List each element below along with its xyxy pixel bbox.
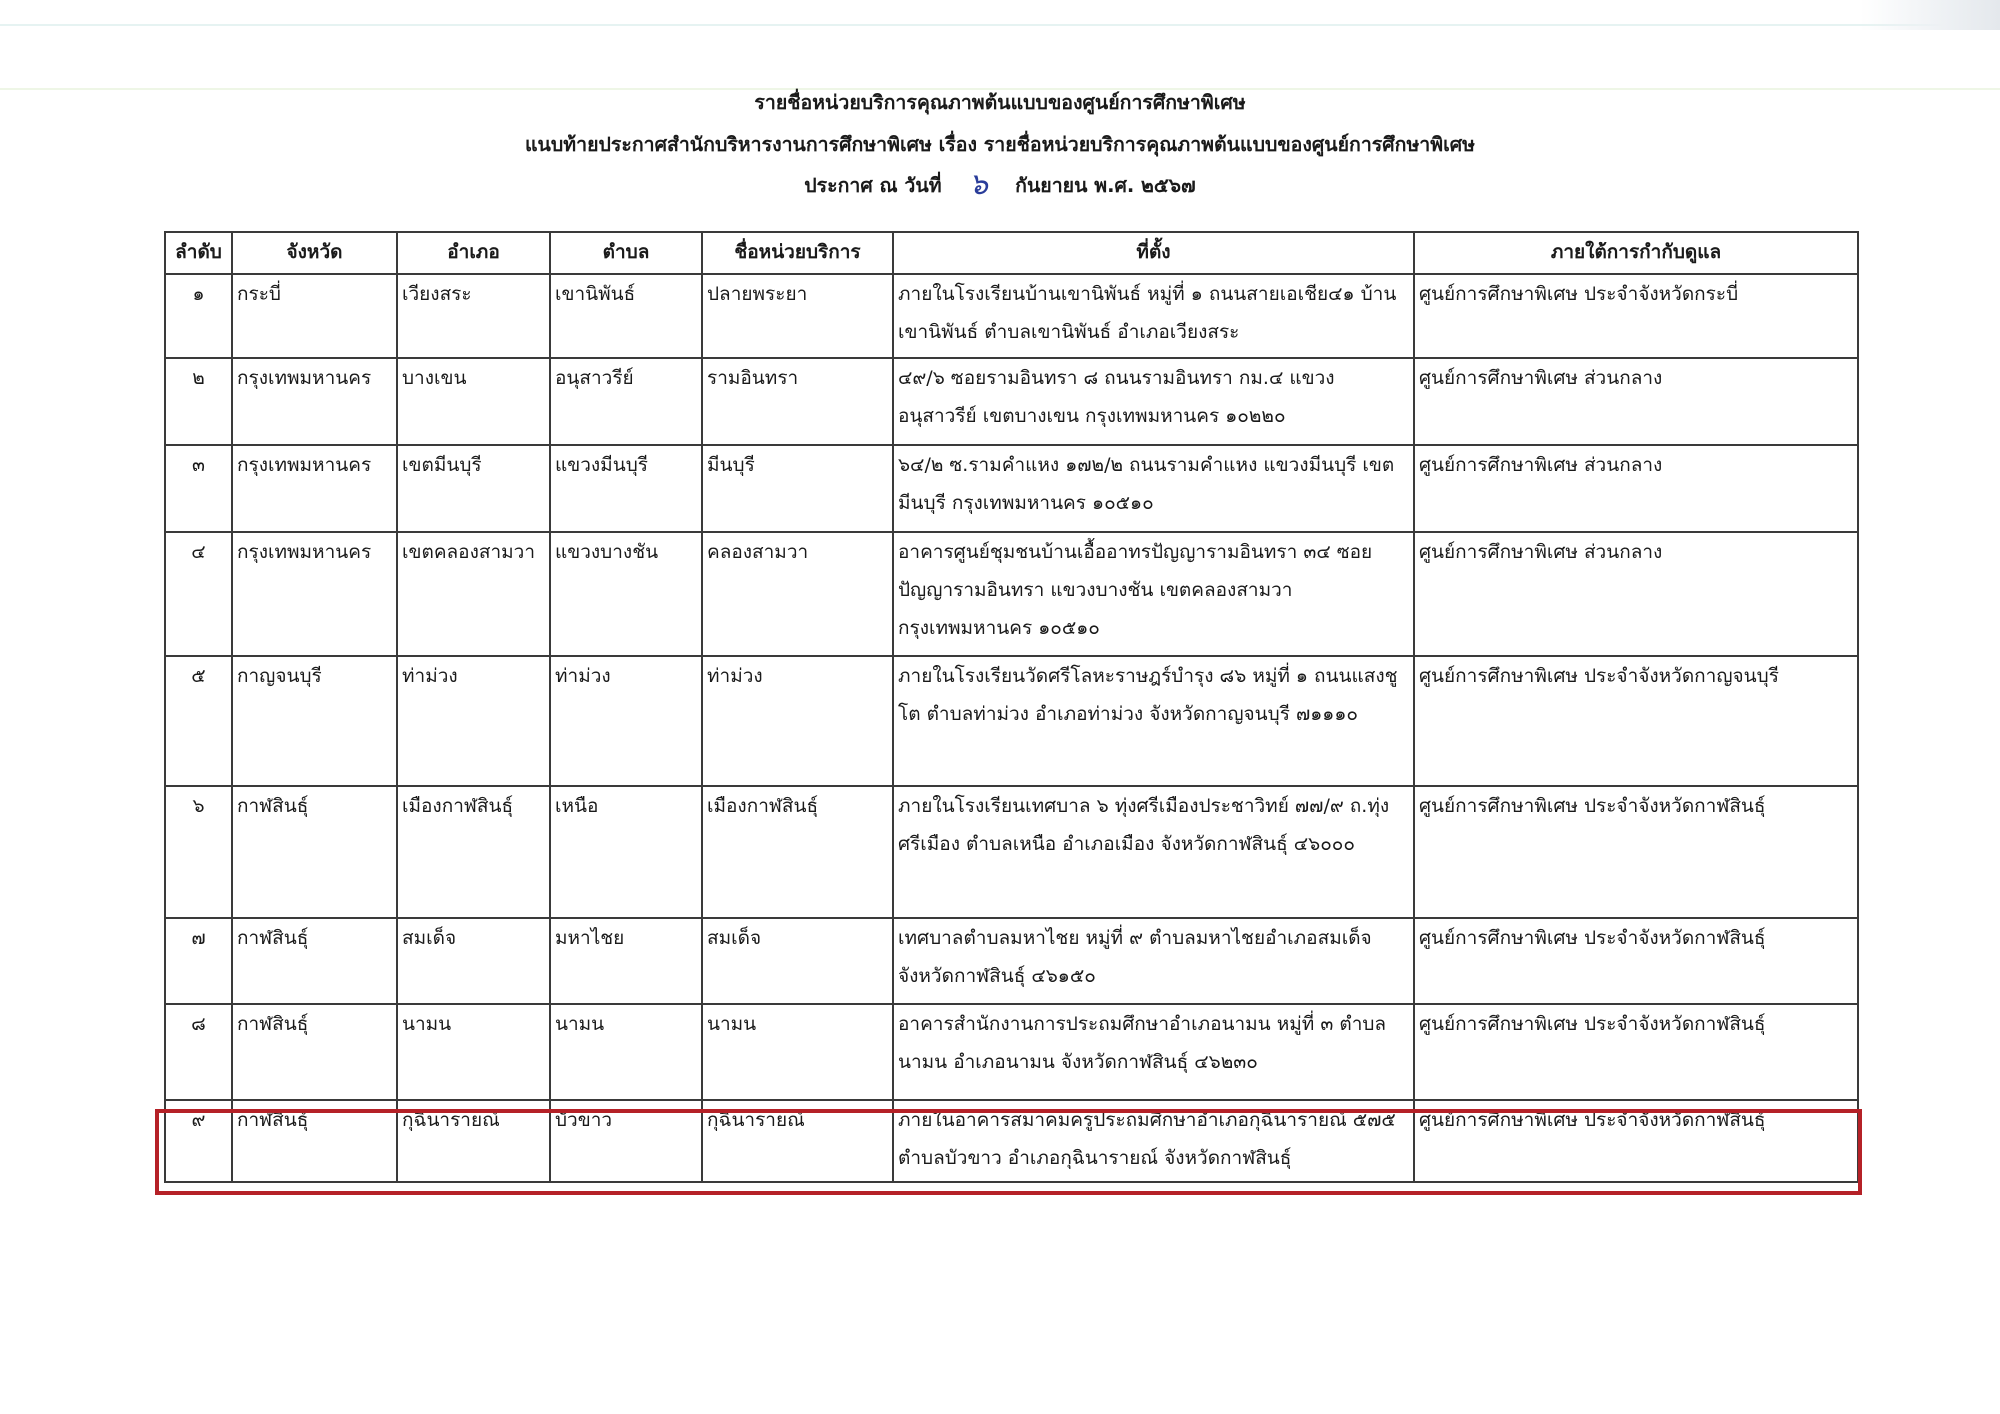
top-rule — [0, 24, 2000, 26]
cell-supervisor: ศูนย์การศึกษาพิเศษ ส่วนกลาง — [1414, 532, 1858, 656]
cell-province: กาฬสินธุ์ — [232, 1100, 397, 1182]
cell-supervisor: ศูนย์การศึกษาพิเศษ ประจำจังหวัดกาฬสินธุ์ — [1414, 1100, 1858, 1182]
cell-no: ๓ — [165, 445, 232, 532]
date-suffix: กันยายน พ.ศ. ๒๕๖๗ — [1015, 174, 1196, 197]
cell-province: กาฬสินธุ์ — [232, 1004, 397, 1100]
cell-location: อาคารสำนักงานการประถมศึกษาอำเภอนามน หมู่ที่ ๓ ตำบลนามน อำเภอนามน จังหวัดกาฬสินธุ์ ๔๖๒๓๐ — [893, 1004, 1414, 1100]
column-header-unit: ชื่อหน่วยบริการ — [702, 232, 893, 274]
cell-location: ๖๔/๒ ซ.รามคำแหง ๑๗๒/๒ ถนนรามคำแหง แขวงมีนบุรี เขตมีนบุรี กรุงเทพมหานคร ๑๐๕๑๐ — [893, 445, 1414, 532]
cell-unit: เมืองกาฬสินธุ์ — [702, 786, 893, 918]
table-row — [165, 532, 1858, 656]
date-day-handwritten: ๖ — [968, 167, 988, 202]
column-header-location: ที่ตั้ง — [893, 232, 1414, 274]
cell-location: ภายในโรงเรียนวัดศรีโลหะราษฎร์บำรุง ๘๖ หมู่ที่ ๑ ถนนแสงชูโต ตำบลท่าม่วง อำเภอท่าม่วง จังหวัดกาญจนบุรี ๗๑๑๑๐ — [893, 656, 1414, 786]
cell-district: เขตมีนบุรี — [397, 445, 550, 532]
cell-no: ๔ — [165, 532, 232, 656]
cell-unit: กุฉินารายณ์ — [702, 1100, 893, 1182]
cell-subdistrict: นามน — [550, 1004, 702, 1100]
cell-subdistrict: อนุสาวรีย์ — [550, 358, 702, 445]
table-row — [165, 656, 1858, 786]
table-row — [165, 918, 1858, 1004]
table-row — [165, 445, 1858, 532]
cell-district: เขตคลองสามวา — [397, 532, 550, 656]
cell-supervisor: ศูนย์การศึกษาพิเศษ ส่วนกลาง — [1414, 358, 1858, 445]
cell-no: ๘ — [165, 1004, 232, 1100]
table-row — [165, 1004, 1858, 1100]
cell-supervisor: ศูนย์การศึกษาพิเศษ ประจำจังหวัดกาฬสินธุ์ — [1414, 1004, 1858, 1100]
cell-district: กุฉินารายณ์ — [397, 1100, 550, 1182]
document-subtitle: แนบท้ายประกาศสำนักบริหารงานการศึกษาพิเศษ เรื่อง รายชื่อหน่วยบริการคุณภาพต้นแบบของศูนย์การศึกษาพิเศษ — [524, 133, 1475, 156]
column-header-no: ลำดับ — [165, 232, 232, 274]
cell-location: ภายในโรงเรียนบ้านเขานิพันธ์ หมู่ที่ ๑ ถนนสายเอเชีย๔๑ บ้านเขานิพันธ์ ตำบลเขานิพันธ์ อำเภอเวียงสระ — [893, 274, 1414, 358]
announcement-date — [0, 167, 2000, 202]
cell-subdistrict: ท่าม่วง — [550, 656, 702, 786]
cell-province: กรุงเทพมหานคร — [232, 532, 397, 656]
date-prefix: ประกาศ ณ วันที่ — [804, 174, 942, 197]
cell-province: กาฬสินธุ์ — [232, 918, 397, 1004]
table-row — [165, 358, 1858, 445]
cell-province: กระบี่ — [232, 274, 397, 358]
cell-no: ๕ — [165, 656, 232, 786]
cell-no: ๗ — [165, 918, 232, 1004]
cell-province: กาฬสินธุ์ — [232, 786, 397, 918]
cell-supervisor: ศูนย์การศึกษาพิเศษ ประจำจังหวัดกาญจนบุรี — [1414, 656, 1858, 786]
cell-no: ๙ — [165, 1100, 232, 1182]
column-header-subdistrict: ตำบล — [550, 232, 702, 274]
cell-no: ๖ — [165, 786, 232, 918]
cell-province: กาญจนบุรี — [232, 656, 397, 786]
column-header-province: จังหวัด — [232, 232, 397, 274]
cell-location: ภายในอาคารสมาคมครูประถมศึกษาอำเภอกุฉินารายณ์ ๕๗๕ ตำบลบัวขาว อำเภอกุฉินารายณ์ จังหวัดกาฬสินธุ์ — [893, 1100, 1414, 1182]
cell-province: กรุงเทพมหานคร — [232, 358, 397, 445]
cell-subdistrict: บัวขาว — [550, 1100, 702, 1182]
cell-location: อาคารศูนย์ชุมชนบ้านเอื้ออาทรปัญญารามอินทรา ๓๔ ซอยปัญญารามอินทรา แขวงบางชัน เขตคลองสามวา กรุงเทพมหานคร ๑๐๕๑๐ — [893, 532, 1414, 656]
cell-district: เมืองกาฬสินธุ์ — [397, 786, 550, 918]
cell-supervisor: ศูนย์การศึกษาพิเศษ ประจำจังหวัดกาฬสินธุ์ — [1414, 918, 1858, 1004]
cell-subdistrict: เขานิพันธ์ — [550, 274, 702, 358]
cell-subdistrict: แขวงมีนบุรี — [550, 445, 702, 532]
cell-unit: รามอินทรา — [702, 358, 893, 445]
cell-subdistrict: แขวงบางชัน — [550, 532, 702, 656]
cell-subdistrict: เหนือ — [550, 786, 702, 918]
row-highlight-box — [155, 1109, 1862, 1195]
cell-supervisor: ศูนย์การศึกษาพิเศษ ประจำจังหวัดกระบี่ — [1414, 274, 1858, 358]
document-title: รายชื่อหน่วยบริการคุณภาพต้นแบบของศูนย์การศึกษาพิเศษ — [754, 91, 1246, 114]
column-header-supervisor: ภายใต้การกำกับดูแล — [1414, 232, 1858, 274]
cell-location: ๔๙/๖ ซอยรามอินทรา ๘ ถนนรามอินทรา กม.๔ แขวงอนุสาวรีย์ เขตบางเขน กรุงเทพมหานคร ๑๐๒๒๐ — [893, 358, 1414, 445]
cell-unit: ท่าม่วง — [702, 656, 893, 786]
cell-unit: นามน — [702, 1004, 893, 1100]
cell-subdistrict: มหาไชย — [550, 918, 702, 1004]
table-row — [165, 786, 1858, 918]
cell-district: นามน — [397, 1004, 550, 1100]
cell-supervisor: ศูนย์การศึกษาพิเศษ ส่วนกลาง — [1414, 445, 1858, 532]
cell-unit: ปลายพระยา — [702, 274, 893, 358]
cell-no: ๒ — [165, 358, 232, 445]
table-header-row — [165, 232, 1858, 274]
cell-district: สมเด็จ — [397, 918, 550, 1004]
cell-district: ท่าม่วง — [397, 656, 550, 786]
column-header-district: อำเภอ — [397, 232, 550, 274]
cell-location: เทศบาลตำบลมหาไชย หมู่ที่ ๙ ตำบลมหาไชยอำเภอสมเด็จ จังหวัดกาฬสินธุ์ ๔๖๑๕๐ — [893, 918, 1414, 1004]
cell-supervisor: ศูนย์การศึกษาพิเศษ ประจำจังหวัดกาฬสินธุ์ — [1414, 786, 1858, 918]
cell-unit: สมเด็จ — [702, 918, 893, 1004]
cell-no: ๑ — [165, 274, 232, 358]
cell-unit: มีนบุรี — [702, 445, 893, 532]
table-row — [165, 274, 1858, 358]
cell-location: ภายในโรงเรียนเทศบาล ๖ ทุ่งศรีเมืองประชาวิทย์ ๗๗/๙ ถ.ทุ่งศรีเมือง ตำบลเหนือ อำเภอเมือง จังหวัดกาฬสินธุ์ ๔๖๐๐๐ — [893, 786, 1414, 918]
cell-district: เวียงสระ — [397, 274, 550, 358]
cell-district: บางเขน — [397, 358, 550, 445]
cell-unit: คลองสามวา — [702, 532, 893, 656]
cell-province: กรุงเทพมหานคร — [232, 445, 397, 532]
scan-corner-shade — [1860, 0, 2000, 30]
service-unit-table — [164, 231, 1859, 1183]
